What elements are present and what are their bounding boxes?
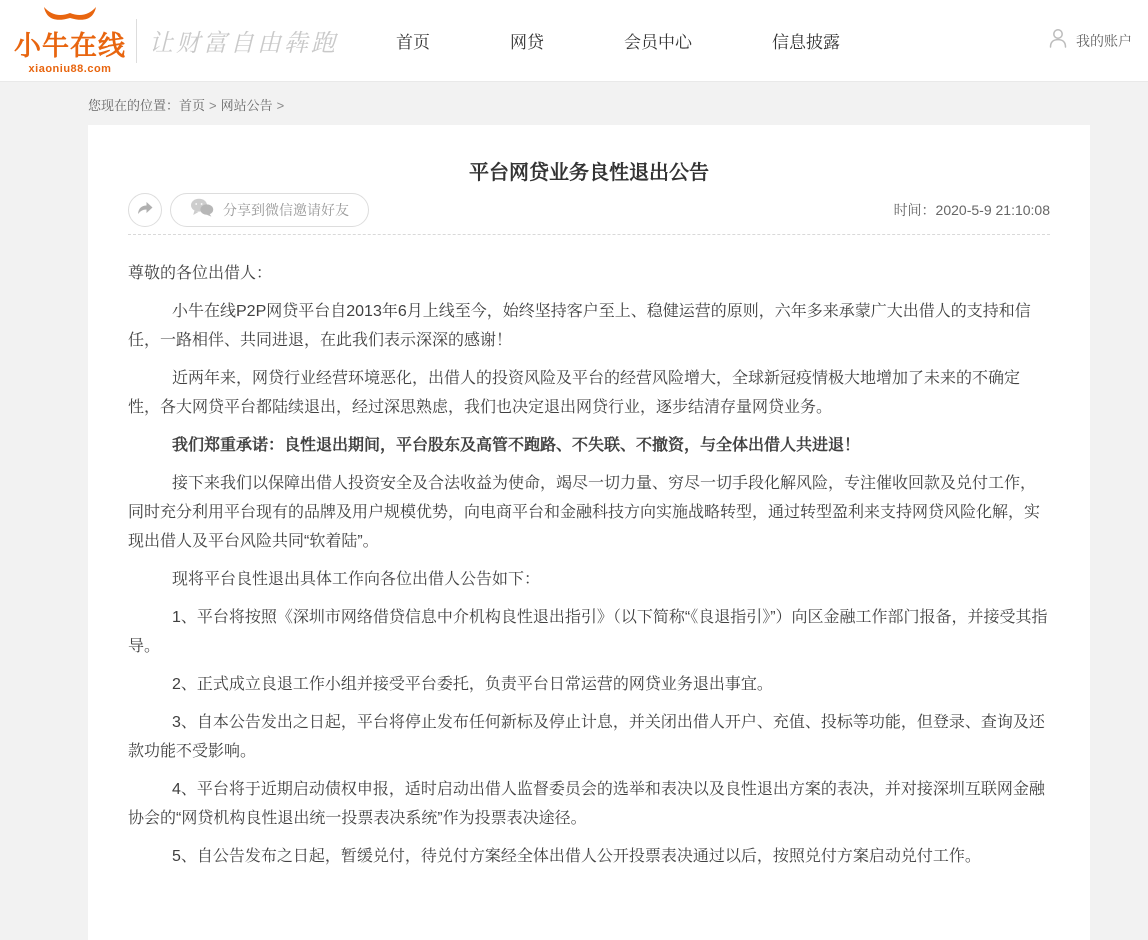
- user-icon: [1046, 26, 1070, 55]
- page-title: 平台网贷业务良性退出公告: [469, 162, 709, 184]
- account-label: 我的账户: [1076, 32, 1132, 49]
- logo-text: 小牛在线: [14, 31, 126, 61]
- nav-item-member-center[interactable]: 会员中心: [624, 33, 692, 52]
- paragraph-promise: 我们郑重承诺：良性退出期间，平台股东及高管不跑路、不失联、不撤资，与全体出借人共进退！: [172, 437, 861, 454]
- list-item-3: 3、自本公告发出之日起，平台将停止发布任何新标及停止计息，并关闭出借人开户、充值、投标等功能，但登录、查询及还款功能不受影响。: [128, 714, 1045, 760]
- logo-domain: xiaoniu88.com: [28, 63, 112, 75]
- article-body: [128, 259, 1050, 871]
- nav-item-disclosure[interactable]: 信息披露: [772, 33, 840, 52]
- share-row: [128, 193, 1050, 227]
- share-button[interactable]: [128, 193, 162, 227]
- nav-item-home[interactable]: 首页: [396, 33, 430, 52]
- content-card: [88, 125, 1090, 940]
- bull-horns-icon: [43, 6, 97, 31]
- wechat-share-button[interactable]: [170, 193, 369, 227]
- my-account-button[interactable]: [1046, 26, 1132, 55]
- header: [0, 0, 1148, 82]
- wechat-share-label: 分享到微信邀请好友: [223, 202, 349, 218]
- publish-time: 时间：2020-5-9 21:10:08: [893, 202, 1050, 218]
- logo-tagline: 让财富自由犇跑: [149, 30, 338, 57]
- main-nav: [396, 28, 840, 53]
- list-item-1: 1、平台将按照《深圳市网络借贷信息中介机构良性退出指引》（以下简称“《良退指引》”）向区金融工作部门报备，并接受其指导。: [128, 609, 1048, 655]
- share-arrow-icon: [136, 200, 154, 221]
- breadcrumb-section-link[interactable]: 网站公告: [220, 98, 273, 113]
- breadcrumb-separator: >: [276, 98, 285, 113]
- dashed-divider: [128, 234, 1050, 235]
- list-item-5: 5、自公告发布之日起，暂缓兑付，待兑付方案经全体出借人公开投票表决通过以后，按照兑付方案启动兑付工作。: [172, 848, 981, 865]
- breadcrumb: [0, 82, 1148, 114]
- wechat-icon: [190, 198, 214, 222]
- list-item-2: 2、正式成立良退工作小组并接受平台委托，负责平台日常运营的网贷业务退出事宜。: [172, 676, 773, 693]
- logo-divider: [136, 19, 137, 63]
- breadcrumb-home-link[interactable]: 首页: [179, 98, 206, 113]
- list-item-4: 4、平台将于近期启动债权申报，适时启动出借人监督委员会的选举和表决以及良性退出方案的表决，并对接深圳互联网金融协会的“网贷机构良性退出统一投票表决系统”作为投票表决途径。: [128, 781, 1045, 827]
- paragraph-announce-lead: 现将平台良性退出具体工作向各位出借人公告如下：: [172, 571, 541, 588]
- salutation: 尊敬的各位出借人：: [128, 265, 273, 282]
- paragraph-background: 近两年来，网贷行业经营环境恶化，出借人的投资风险及平台的经营风险增大，全球新冠疫情极大地增加了未来的不确定性，各大网贷平台都陆续退出，经过深思熟虑，我们也决定退出网贷行业，逐步结清存量网贷业务。: [128, 370, 1021, 416]
- nav-item-loans[interactable]: 网贷: [510, 33, 544, 52]
- breadcrumb-prefix: 您现在的位置：: [88, 98, 180, 113]
- site-logo[interactable]: [14, 6, 126, 75]
- paragraph-mission: 接下来我们以保障出借人投资安全及合法收益为使命，竭尽一切力量、穷尽一切手段化解风险，专注催收回款及兑付工作，同时充分利用平台现有的品牌及用户规模优势，向电商平台和金融科技方向实施战略转型，通过转型盈利来支持网贷风险化解，实现出借人及平台风险共同“软着陆”。: [128, 475, 1041, 550]
- breadcrumb-separator: >: [209, 98, 217, 113]
- paragraph-intro: 小牛在线P2P网贷平台自2013年6月上线至今，始终坚持客户至上、稳健运营的原则，六年多来承蒙广大出借人的支持和信任，一路相伴、共同进退，在此我们表示深深的感谢！: [128, 303, 1031, 349]
